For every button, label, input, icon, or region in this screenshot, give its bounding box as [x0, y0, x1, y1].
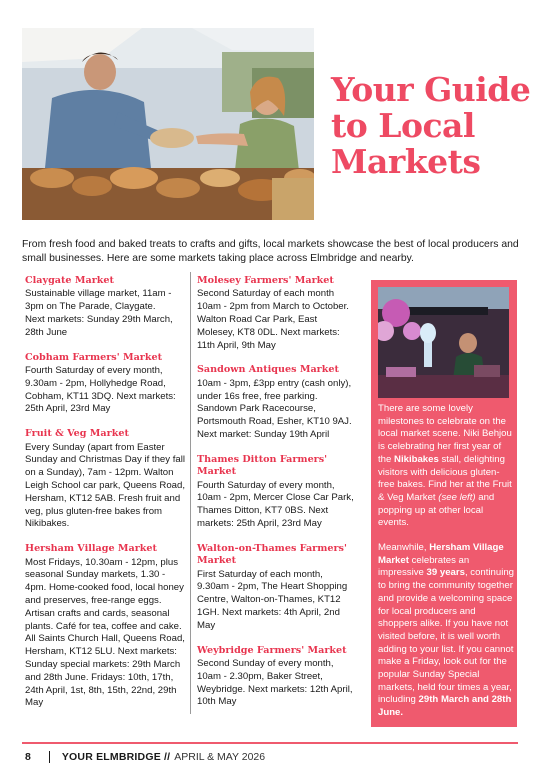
market-entry — [197, 364, 357, 441]
market-details: First Saturday of each month, 9.30am - 2pm, The Heart Shopping Centre, Walton-on-Thames, KT12 1GH. Next markets: 4th April, 2nd May — [197, 568, 348, 631]
market-entry — [25, 543, 187, 710]
market-name: Claygate Market — [25, 275, 114, 286]
market-entry — [25, 352, 187, 417]
market-details: Sustainable village market, 11am - 3pm on The Parade, Claygate. Next markets: Sunday 29th March, 28th June — [25, 288, 173, 338]
sidebar-paragraph-1: There are some lovely milestones to celebrate on the local market scene. Niki Behjou is celebrating her first year of the Nikibakes stall, delighting visitors with delicious gluten-free bakes. Find her at the Fruit & Veg Market (see left) and popping up at other local events. — [378, 403, 512, 529]
magazine-brand: YOUR ELMBRIDGE // — [61, 751, 171, 763]
dates-highlight: 29th March and 28th June. — [378, 694, 512, 719]
footer-separator — [49, 751, 50, 763]
nikibakes-highlight: Nikibakes — [394, 453, 439, 465]
market-entry — [197, 645, 357, 710]
market-name: Weybridge Farmers' Market — [197, 644, 347, 656]
nikibakes-stall-illustration — [378, 287, 509, 398]
market-entry — [25, 428, 187, 531]
market-details: Most Fridays, 10.30am - 12pm, plus seasonal Sunday markets, 1.30 - 4pm. Home-cooked food, local honey and preserves, free-range eggs. Artisan crafts and cards, seasonal plants. Café for tea, coffee and cake. All Saints Church Hall, Queens Road, Hersham, KT12 5LU. Next markets: Sunday special markets: 29th March and 28th June. Fridays: 10th, 17th, 24th April, 1st, 8th, 15th, 22nd, 29th May — [25, 556, 185, 709]
intro-paragraph: From fresh food and baked treats to crafts and gifts, local markets showcase the best of local producers and small businesses. Here are some markets taking place across Elmbridge and nearby. — [22, 239, 519, 264]
market-entry — [197, 275, 357, 352]
page-footer — [25, 751, 265, 763]
sidebar-feature-box — [371, 280, 517, 727]
sidebar-paragraph-2: Meanwhile, Hersham Village Market celebrates an impressive 39 years, continuing to bring the community together and provide a welcoming space for local producers and shoppers alike. If you have not visited before, it is well worth adding to your list. If you cannot make a Friday, look out for the popular Sunday Special markets, held four times a year, including 29th March and 28th June. — [378, 542, 515, 719]
market-details: Every Sunday (apart from Easter Sunday and Christmas Day if they fall on a Sunday), 7am - 12pm. Walton Leigh School car park, Queens Road, Hersham, KT12 5AB. Fresh fruit and veg, plus gluten-free bakes from Nikibakes. — [25, 441, 185, 530]
sidebar-text — [378, 403, 514, 732]
market-entry — [25, 275, 187, 340]
market-details: Fourth Saturday of every month, 9.30am - 2pm, Hollyhedge Road, Cobham, KT11 3DQ. Next markets: 25th April, 23rd May — [25, 365, 176, 415]
footer-rule — [22, 742, 518, 744]
market-details: Fourth Saturday of every month, 10am - 2pm, Mercer Close Car Park, Thames Ditton, KT7 0BS. Next markets: 25th April, 23rd May — [197, 479, 354, 529]
market-column-left — [25, 275, 187, 722]
market-details: Second Sunday of every month, 10am - 2.30pm, Baker Street, Weybridge. Next markets: 12th April, 10th May — [197, 657, 353, 708]
market-name: Cobham Farmers' Market — [25, 351, 163, 363]
page-number: 8 — [25, 751, 31, 763]
issue-date: APRIL & MAY 2026 — [174, 751, 266, 763]
page-title — [331, 72, 541, 180]
market-name: Thames Ditton Farmers' Market — [197, 453, 328, 478]
market-stall-illustration — [22, 28, 314, 220]
title-line-3: Markets — [331, 142, 481, 181]
market-name: Fruit & Veg Market — [25, 428, 129, 440]
market-details: 10am - 3pm, £3pp entry (cash only), under 16s free, free parking. Sandown Park Racecourse, Portsmouth Road, Esher, KT10 9AJ. Next market: Sunday 19th April — [197, 377, 352, 440]
market-name: Sandown Antiques Market — [197, 364, 339, 376]
market-entry — [197, 543, 357, 633]
market-name: Molesey Farmers' Market — [197, 275, 334, 286]
sidebar-photo-nikibakes-stall — [378, 287, 509, 398]
market-details: Second Saturday of each month 10am - 2pm from March to October. Walton Road Car Park, East Molesey, KT8 0DL. Next markets: 11th April, 9th May — [197, 288, 349, 351]
hero-photo-market-stall — [22, 28, 314, 220]
market-name: Hersham Village Market — [25, 543, 157, 555]
hersham-highlight: Hersham Village Market — [378, 542, 504, 566]
years-highlight: 39 years — [426, 567, 465, 579]
market-column-middle — [197, 275, 357, 721]
column-divider — [190, 272, 191, 714]
market-entry — [197, 454, 357, 531]
title-line-1: Your Guide — [331, 70, 531, 109]
title-line-2: to Local — [331, 106, 475, 145]
market-name: Walton-on-Thames Farmers' Market — [197, 542, 347, 567]
